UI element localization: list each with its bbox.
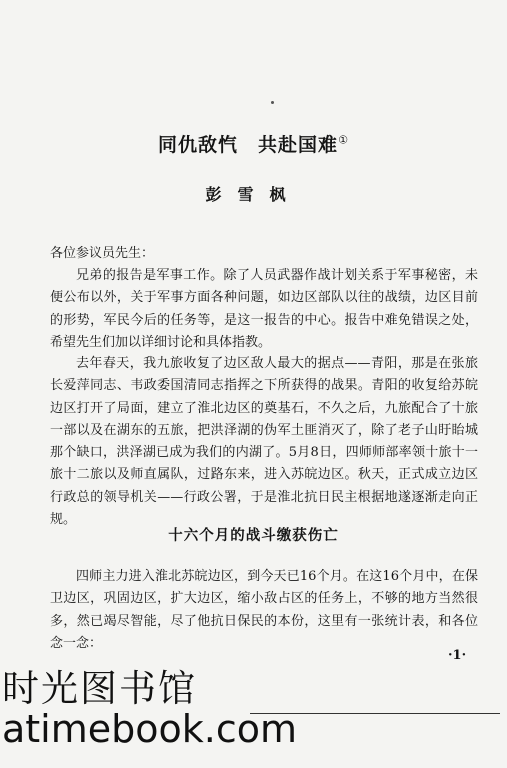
article-author: 彭雪枫 (205, 185, 302, 204)
section-heading: 十六个月的战斗缴获伤亡 (168, 527, 339, 544)
salutation: 各位参议员先生： (50, 246, 155, 261)
page-number: ·1· (448, 648, 467, 663)
watermark-chinese: 时光图书馆 (2, 667, 197, 710)
article-title-text: 同仇敌忾 共赴国难 (158, 134, 339, 156)
title-footnote-marker: ① (338, 133, 349, 147)
body-paragraph-2: 去年春天，我九旅收复了边区敌人最大的据点——青阳，那是在张旅长爱萍同志、韦政委国清同志指挥之下所获得的战果。青阳的收复给苏皖边区打开了局面，建立了淮北边区的奠基石，不久之后，九旅配合了十旅一部以及在湖东的五旅，把洪泽湖的伪军土匪消灭了，除了老子山盱眙城那个缺口，洪泽湖已成为我们的内湖了。5月8日，四师师部率领十旅十一旅十二旅以及师直属队，过路东来，进入苏皖边区。秋天，正式成立边区行政总的领导机关——行政公署，于是淮北抗日民主根据地遂逐渐走向正规。 (50, 356, 478, 528)
section-paragraph: 四师主力进入淮北苏皖边区，到今天已16个月。在这16个月中，在保卫边区，巩固边区，扩大边区，缩小敌占区的任务上，不够的地方当然很多，然已竭尽智能，尽了他抗日保民的本份，这里有一张统计表，和各位念一念： (50, 569, 478, 651)
watermark-url: atimebook.com (2, 707, 298, 751)
scan-speck (271, 101, 274, 104)
body-paragraph-1: 兄弟的报告是军事工作。除了人员武器作战计划关系于军事秘密，未便公布以外，关于军事方面各种问题，如边区部队以往的战绩，边区目前的形势，军民今后的任务等，是这一报告的中心。报告中难免错误之处，希望先生们加以详细讨论和具体指教。 (50, 268, 478, 350)
article-title (0, 130, 507, 157)
